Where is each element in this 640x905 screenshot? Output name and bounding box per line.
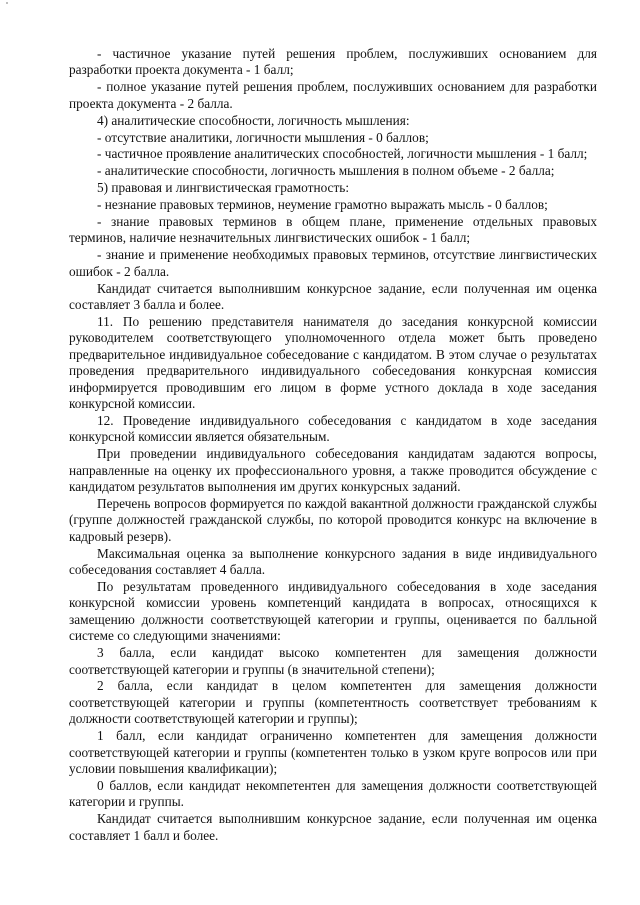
paragraph-analytical-heading: 4) аналитические способности, логичность мышления:	[97, 112, 410, 128]
paragraph-score-0: 0 баллов, если кандидат некомпетентен для замещения должности соответствующей категории и группы.	[69, 777, 597, 810]
paragraph-score-3: 3 балла, если кандидат высоко компетентен для замещения должности соответствующей категории и группы (в значительной степени);	[69, 645, 597, 677]
paragraph-analytical-1: - частичное проявление аналитических способностей, логичности мышления - 1 балл;	[97, 146, 588, 162]
paragraph-item-11: 11. По решению представителя нанимателя до заседания конкурсной комиссии руководителем соответствующего уполномоченного отдела может быть проведено предварительное индивидуальное собеседование с кандидатом. В этом случае о результатах проведения предварительного индивидуального собеседования конкурсная комиссия информируется проводившим его лицом в форме устного доклада в ходе заседания конкурсной комиссии.	[69, 314, 597, 412]
paragraph-interview-questions: При проведении индивидуального собеседования кандидатам задаются вопросы, направленные на оценку их профессионального уровня, а также проводится обсуждение с кандидатом результатов выполнения им других конкурсных заданий.	[69, 446, 597, 495]
paragraph-scoring-system: По результатам проведенного индивидуального собеседования в ходе заседания конкурсной комиссии уровень компетенций кандидата в вопросах, относящихся к замещению должности соответствующей категории и группы, оценивается по балльной системе со следующими значениями:	[69, 579, 597, 644]
paragraph-partial-solutions: - частичное указание путей решения проблем, послуживших основанием для разработки проекта документа - 1 балл;	[69, 46, 597, 78]
paragraph-max-score: Максимальная оценка за выполнение конкурсного задания в виде индивидуального собеседования составляет 4 балла.	[69, 545, 597, 578]
paragraph-question-list: Перечень вопросов формируется по каждой вакантной должности гражданской службы (группе должностей гражданской службы, по которой проводится конкурс на включение в кадровый резерв).	[69, 495, 597, 544]
paragraph-item-12: 12. Проведение индивидуального собеседования с кандидатом в ходе заседания конкурсной комиссии является обязательным.	[69, 412, 597, 445]
paragraph-legal-1: - знание правовых терминов в общем плане, применение отдельных правовых терминов, наличие незначительных лингвистических ошибок - 1 балл;	[69, 214, 597, 246]
document-page	[69, 46, 597, 844]
paragraph-pass-threshold-3: Кандидат считается выполнившим конкурсное задание, если полученная им оценка составляет 3 балла и более.	[69, 280, 597, 313]
paragraph-legal-2: - знание и применение необходимых правовых терминов, отсутствие лингвистических ошибок - 2 балла.	[69, 247, 597, 279]
paragraph-analytical-2: - аналитические способности, логичность мышления в полном объеме - 2 балла;	[97, 163, 555, 179]
paragraph-legal-heading: 5) правовая и лингвистическая грамотность:	[97, 180, 350, 196]
paragraph-full-solutions: - полное указание путей решения проблем, послуживших основанием для разработки проекта документа - 2 балла.	[69, 79, 597, 111]
paragraph-legal-0: - незнание правовых терминов, неумение грамотно выражать мысль - 0 баллов;	[97, 197, 548, 213]
paragraph-pass-threshold-1: Кандидат считается выполнившим конкурсное задание, если полученная им оценка составляет 1 балл и более.	[69, 811, 597, 843]
paragraph-score-1: 1 балл, если кандидат ограниченно компетентен для замещения должности соответствующей категории и группы (компетентен только в узком круге вопросов или при условии повышения квалификации);	[69, 728, 597, 776]
paragraph-analytical-0: - отсутствие аналитики, логичности мышления - 0 баллов;	[97, 129, 429, 145]
paragraph-score-2: 2 балла, если кандидат в целом компетентен для замещения должности соответствующей категории и группы (компетентность соответствует требованиям к должности соответствующей категории и группы);	[69, 678, 597, 727]
scan-speck	[6, 2, 8, 4]
